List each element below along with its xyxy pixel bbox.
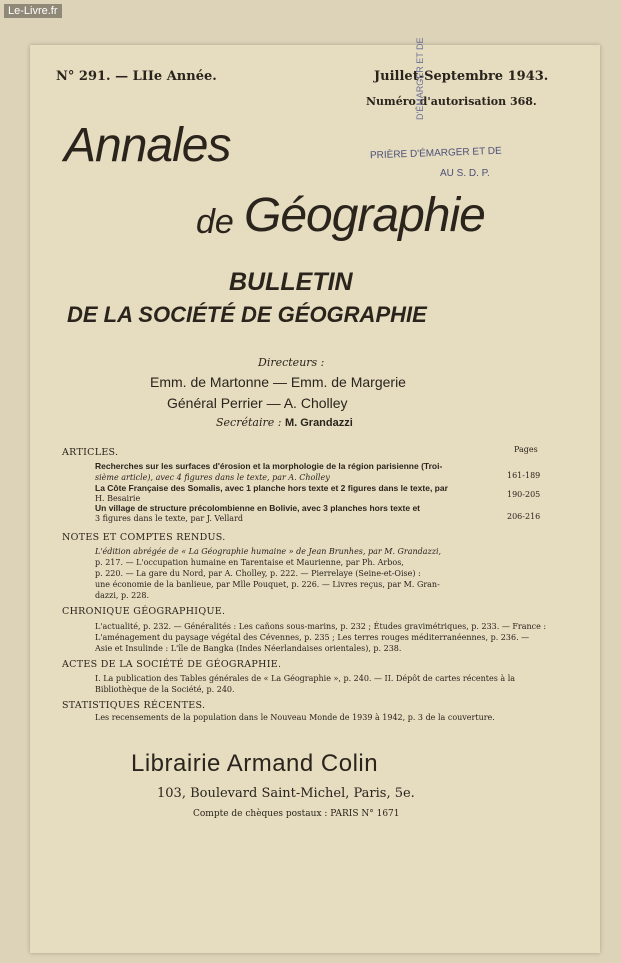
publisher-cheques: Compte de chèques postaux : PARIS N° 1671 [193, 809, 400, 819]
secretary-label: Secrétaire : [216, 416, 282, 429]
article-1-line-2: sième article), avec 4 figures dans le texte, par A. Cholley [95, 473, 330, 482]
actes-line-1: I. La publication des Tables générales de « La Géographie », p. 240. — II. Dépôt de cartes récentes à la [95, 674, 516, 683]
chronique-heading: CHRONIQUE GÉOGRAPHIQUE. [62, 606, 226, 617]
authorization-number: Numéro d'autorisation 368. [366, 95, 537, 108]
article-3-line-1: Un village de structure précolombienne en Bolivie, avec 3 planches hors texte et [95, 503, 420, 513]
notes-line-5: dazzi, p. 228. [95, 591, 149, 600]
issue-date: Juillet-Septembre 1943. [374, 69, 549, 84]
publisher-address: 103, Boulevard Saint-Michel, Paris, 5e. [157, 786, 415, 801]
notes-line-2: p. 217. — L'occupation humaine en Tarentaise et Maurienne, par Ph. Arbos, [95, 558, 404, 567]
stats-line-1: Les recensements de la population dans le Nouveau Monde de 1939 à 1942, p. 3 de la couverture. [95, 713, 495, 722]
secretary-line [216, 416, 353, 429]
notes-heading: NOTES ET COMPTES RENDUS. [62, 532, 226, 543]
directors-heading: Directeurs : [258, 356, 325, 369]
title-de: de [196, 203, 234, 241]
article-1-pages: 161-189 [507, 471, 541, 480]
actes-line-2: Bibliothèque de la Société, p. 240. [95, 685, 235, 694]
subtitle-bulletin: BULLETIN [229, 268, 353, 296]
article-2-pages: 190-205 [507, 490, 541, 499]
actes-heading: ACTES DE LA SOCIÉTÉ DE GÉOGRAPHIE. [62, 659, 282, 670]
chronique-line-3: Asie et Insulinde : L'île de Bangka (Indes Néerlandaises orientales), p. 238. [95, 644, 402, 653]
article-1-line-1: Recherches sur les surfaces d'érosion et la morphologie de la région parisienne (Troi- [95, 461, 443, 471]
subtitle-societe: DE LA SOCIÉTÉ DE GÉOGRAPHIE [67, 302, 427, 327]
stamp-line-1: PRIÈRE D'ÉMARGER ET DE [369, 145, 502, 162]
chronique-line-2: L'aménagement du paysage végétal des Cévennes, p. 235 ; Les terres rouges méditerranéennes, p. 236. — [95, 633, 530, 642]
secretary-name: M. Grandazzi [284, 417, 353, 429]
article-2-line-1: La Côte Française des Somalis, avec 1 planche hors texte et 2 figures dans le texte, par [95, 483, 448, 493]
article-3-pages: 206-216 [507, 512, 541, 521]
title-annales: Annales [64, 119, 231, 172]
directors-line-2: Général Perrier — A. Cholley [167, 395, 348, 411]
title-geographie: Géographie [244, 189, 485, 242]
issue-number: N° 291. — LIIe Année. [56, 69, 217, 84]
notes-line-1: L'édition abrégée de « La Géographie humaine » de Jean Brunhes, par M. Grandazzi, [95, 547, 442, 556]
pages-label: Pages [514, 445, 538, 454]
article-2-line-2: H. Besairie [95, 494, 141, 503]
article-3-line-2: 3 figures dans le texte, par J. Vellard [95, 514, 244, 523]
stats-heading: STATISTIQUES RÉCENTES. [62, 700, 206, 711]
publisher-name: Librairie Armand Colin [131, 750, 379, 777]
chronique-line-1: L'actualité, p. 232. — Généralités : Les cañons sous-marins, p. 232 ; Études gravimétriques, p. 233. — France : [95, 622, 547, 631]
watermark-label: Le-Livre.fr [4, 4, 62, 18]
articles-heading: ARTICLES. [62, 447, 119, 458]
stamp-vertical: D'ÉMARGER ET DE [415, 37, 425, 120]
stamp-line-2: AU S. D. P. [440, 168, 490, 179]
notes-line-4: une économie de la banlieue, par Mlle Pouquet, p. 226. — Livres reçus, par M. Gran- [95, 580, 440, 589]
notes-line-3: p. 220. — La gare du Nord, par A. Cholley, p. 222. — Pierrelaye (Seine-et-Oise) : [95, 569, 421, 578]
directors-line-1: Emm. de Martonne — Emm. de Margerie [150, 374, 406, 390]
